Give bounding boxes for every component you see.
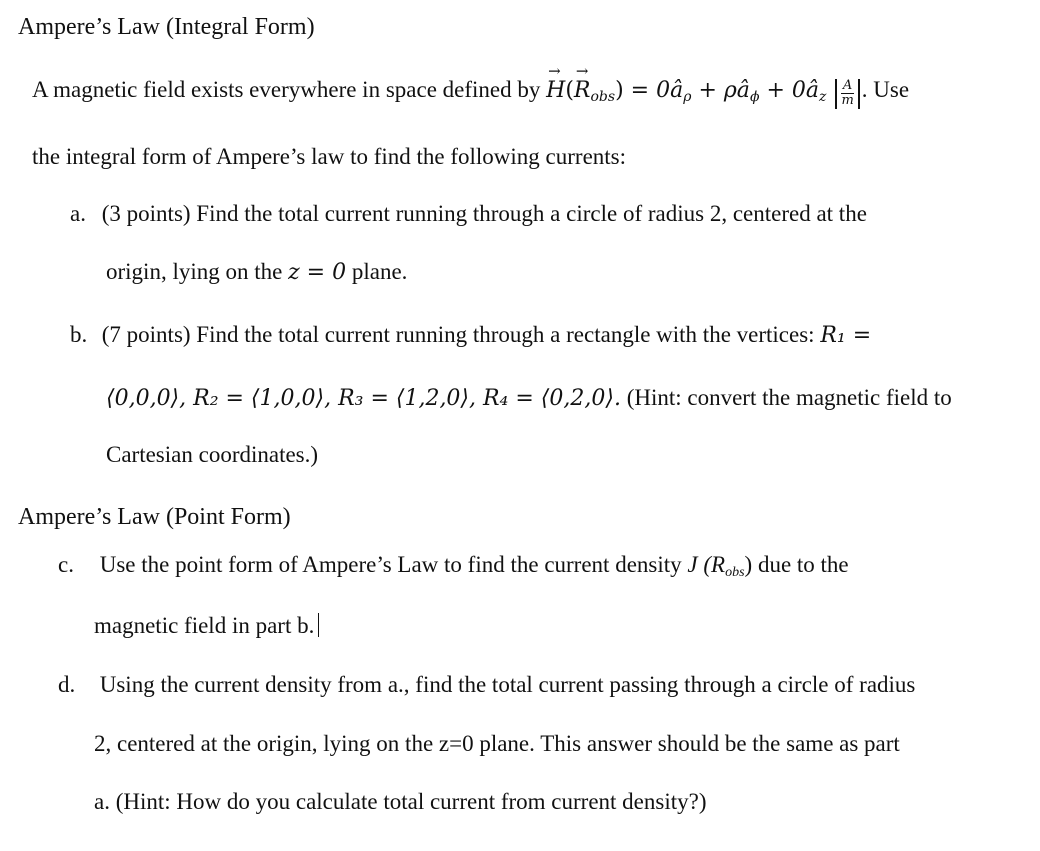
item-d-marker: d. bbox=[58, 672, 76, 697]
plus-sign: + bbox=[766, 78, 785, 103]
phi-term: ρâ bbox=[723, 78, 750, 103]
z-term: 0â bbox=[791, 78, 820, 103]
intro-line-1 bbox=[32, 78, 909, 109]
H-vector: → H bbox=[546, 80, 565, 102]
item-b-line-2 bbox=[106, 386, 952, 410]
text-cursor bbox=[318, 613, 319, 637]
section-heading-integral-form: Ampere’s Law (Integral Form) bbox=[18, 14, 315, 40]
item-b-line-3: Cartesian coordinates.) bbox=[106, 442, 319, 467]
item-a-line-1 bbox=[70, 202, 867, 225]
item-c-line-2 bbox=[94, 613, 319, 637]
rho-term: 0â bbox=[656, 78, 684, 103]
phi-subscript: ϕ bbox=[749, 89, 760, 105]
plus-sign: + bbox=[698, 78, 717, 103]
R-vector: → R bbox=[574, 80, 591, 102]
equals-sign: = bbox=[630, 78, 650, 103]
intro-tail-text: . Use bbox=[861, 77, 910, 102]
intro-lead-text: A magnetic field exists everywhere in space defined by bbox=[32, 77, 541, 102]
item-c-marker: c. bbox=[58, 552, 74, 577]
item-a-marker: a. bbox=[70, 201, 86, 226]
item-a-text-2: origin, lying on the bbox=[106, 259, 289, 284]
J-symbol: J bbox=[687, 552, 698, 577]
item-d-text: Using the current density from a., find the total current passing through a circle of radius bbox=[99, 672, 916, 697]
field-equation: → $H(\to R_{obs})$ = $0â_\rho$ + $\rho â_\phi$ + $0â_z$ $\frac{A}{m}$ bbox=[546, 78, 862, 103]
intro-line-2: the integral form of Ampere’s law to find the following currents: bbox=[32, 144, 627, 169]
item-a-text-3: plane. bbox=[346, 259, 408, 284]
item-c-text: Use the point form of Ampere’s Law to find the current density bbox=[99, 552, 688, 577]
obs-subscript: obs bbox=[590, 89, 616, 105]
item-a-line-2 bbox=[106, 260, 407, 284]
item-b-marker: b. bbox=[70, 322, 88, 347]
unit-fraction bbox=[835, 79, 859, 109]
item-b-text: (7 points) Find the total current running through a rectangle with the vertices: bbox=[101, 322, 815, 347]
item-c-text-2: magnetic field in part b. bbox=[94, 613, 315, 638]
item-d-line-3: a. (Hint: How do you calculate total current from current density?) bbox=[94, 789, 707, 814]
vertex-list-math: ⟨0,0,0⟩, R₂ = ⟨1,0,0⟩, R₃ = ⟨1,2,0⟩, R₄ = ⟨0,2,0⟩. bbox=[106, 386, 621, 411]
item-c-line-1 bbox=[58, 553, 849, 580]
R-symbol: (R bbox=[697, 552, 726, 577]
rho-subscript: ρ bbox=[683, 89, 692, 105]
unit-denominator: m bbox=[841, 93, 854, 108]
R1-math: R₁ = bbox=[820, 323, 872, 348]
item-c-text-tail: ) due to the bbox=[744, 552, 849, 577]
item-a-text: (3 points) Find the total current running through a circle of radius 2, centered at the bbox=[101, 201, 867, 226]
z-plane-math: z = 0 bbox=[288, 260, 347, 285]
z-subscript: z bbox=[819, 89, 827, 105]
obs-subscript: obs bbox=[725, 565, 745, 580]
item-b-hint: (Hint: convert the magnetic field to bbox=[620, 385, 952, 410]
section-heading-point-form: Ampere’s Law (Point Form) bbox=[18, 504, 291, 530]
item-b-line-1 bbox=[70, 323, 871, 347]
item-d-line-2: 2, centered at the origin, lying on the z=0 plane. This answer should be the same as part bbox=[94, 731, 900, 756]
unit-numerator: A bbox=[842, 78, 853, 93]
item-d-line-1 bbox=[58, 673, 915, 696]
